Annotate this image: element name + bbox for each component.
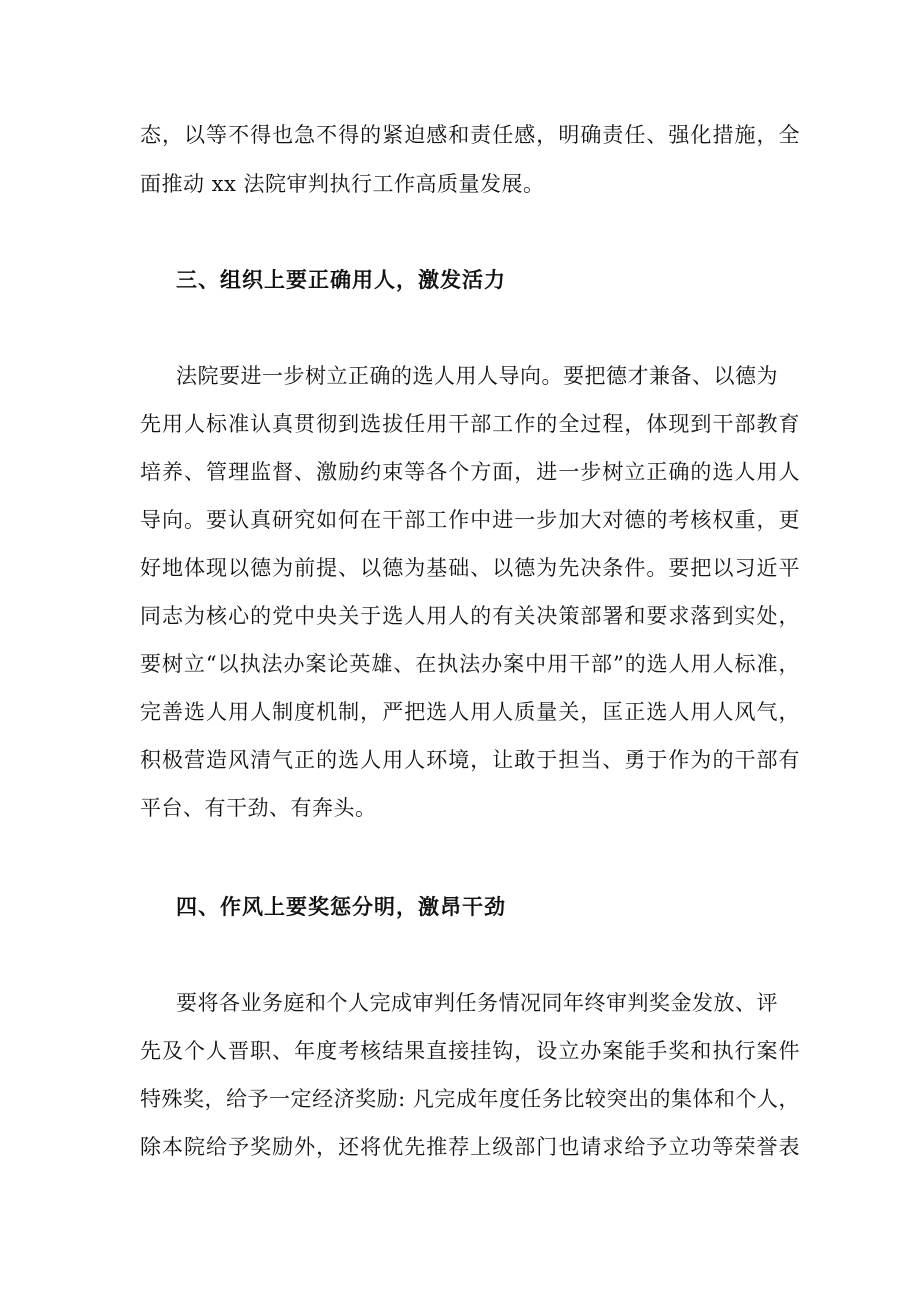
- section-4-line-3: 特殊奖，给予一定经济奖励: 凡完成年度任务比较突出的集体和个人，: [140, 1087, 800, 1111]
- intro-line-1: 态，以等不得也急不得的紧迫感和责任感，明确责任、强化措施，全: [140, 123, 800, 147]
- section-4-heading: 四、作风上要奖惩分明，激昂干劲: [176, 894, 506, 919]
- section-3-line-7: 要树立“以执法办案论英雄、在执法办案中用干部”的选人用人标准，: [140, 652, 800, 676]
- section-3-line-8: 完善选人用人制度机制，严把选人用人质量关，匡正选人用人风气，: [140, 700, 800, 724]
- section-4-line-4: 除本院给予奖励外，还将优先推荐上级部门也请求给予立功等荣誉表: [140, 1135, 800, 1159]
- section-3-line-5: 好地体现以德为前提、以德为基础、以德为先决条件。要把以习近平: [140, 556, 800, 580]
- section-4-line-1: 要将各业务庭和个人完成审判任务情况同年终审判奖金发放、评: [176, 991, 778, 1015]
- section-3-line-4: 导向。要认真研究如何在干部工作中进一步加大对德的考核权重，更: [140, 508, 800, 532]
- section-3-line-9: 积极营造风清气正的选人用人环境，让敢于担当、勇于作为的干部有: [140, 748, 800, 772]
- section-4-line-2: 先及个人晋职、年度考核结果直接挂钩，设立办案能手奖和执行案件: [140, 1039, 800, 1063]
- section-3-line-10: 平台、有干劲、有奔头。: [140, 796, 377, 820]
- section-3-line-3: 培养、管理监督、激励约束等各个方面，进一步树立正确的选人用人: [140, 460, 800, 484]
- section-3-line-6: 同志为核心的党中央关于选人用人的有关决策部署和要求落到实处，: [140, 604, 800, 628]
- section-3-line-1: 法院要进一步树立正确的选人用人导向。要把德才兼备、以德为: [176, 364, 778, 388]
- section-3-line-2: 先用人标准认真贯彻到选拔任用干部工作的全过程，体现到干部教育: [140, 412, 800, 436]
- section-3-heading: 三、组织上要正确用人，激发活力: [176, 267, 506, 292]
- intro-line-2: 面推动 xx 法院审判执行工作高质量发展。: [140, 172, 545, 196]
